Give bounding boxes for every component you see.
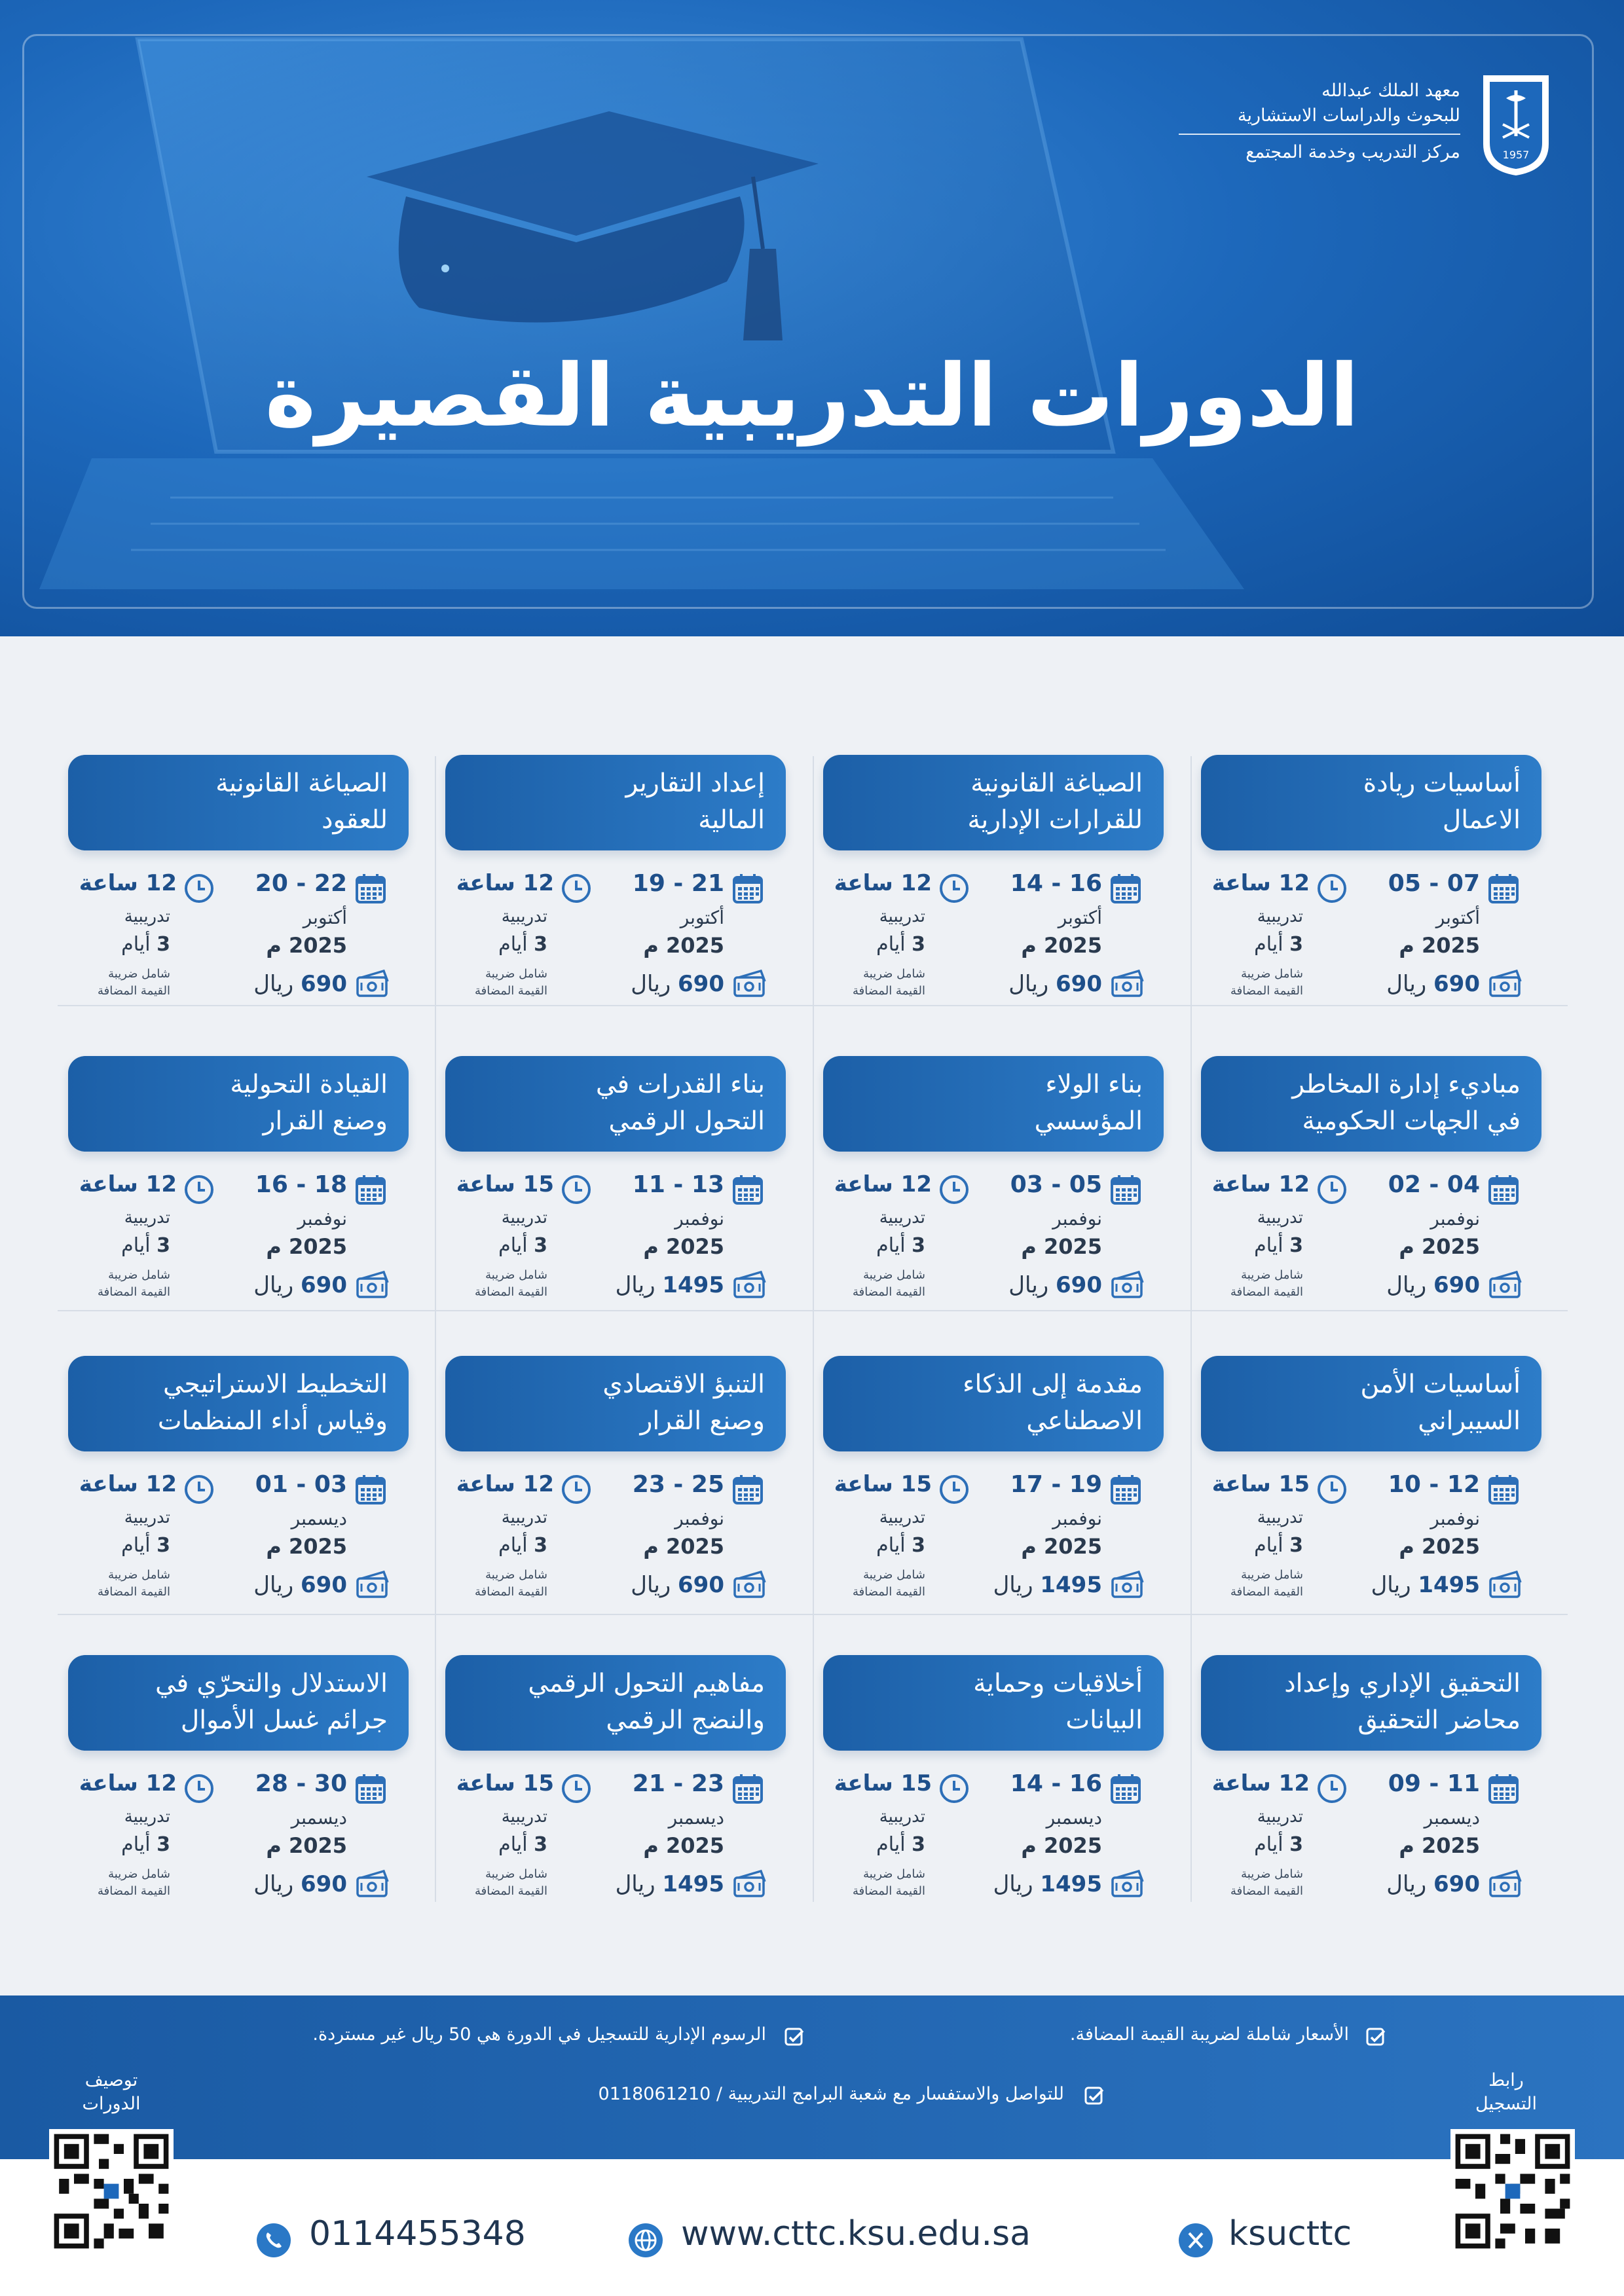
course-month: أكتوبر (1435, 907, 1480, 928)
course-price: 1495 ريال (615, 1871, 724, 1897)
hours-label: تدريبية (124, 1508, 170, 1527)
course-dates: 11 - 13 (632, 1171, 724, 1198)
clock-icon (1316, 1174, 1348, 1205)
course-card (814, 1044, 1196, 1342)
course-month: نوفمبر (1052, 1508, 1102, 1529)
course-days: 3 أيام (1254, 933, 1303, 956)
registration-qr-code[interactable] (1450, 2129, 1575, 2253)
qr-description-label: توصيف الدورات (82, 2070, 141, 2114)
money-icon (1110, 1269, 1145, 1300)
hours-label: تدريبية (124, 1208, 170, 1228)
course-hours: 12 ساعة (79, 1770, 177, 1796)
hours-label: تدريبية (124, 1807, 170, 1827)
course-title: أخلاقيات وحماية البيانات (823, 1655, 1164, 1751)
money-icon (1110, 1868, 1145, 1899)
qr-registration-label: رابط التسجيل (1475, 2070, 1537, 2114)
course-price: 690 ريال (1386, 1272, 1480, 1298)
course-days: 3 أيام (876, 1534, 925, 1557)
course-dates: 17 - 19 (1010, 1471, 1102, 1498)
vat-note: شامل ضريبة القيمة المضافة (97, 1268, 170, 1299)
course-hours: 15 ساعة (834, 1770, 932, 1796)
hours-label: تدريبية (501, 1208, 547, 1228)
calendar-icon (1110, 1773, 1141, 1804)
course-days: 3 أيام (121, 1833, 170, 1856)
vat-note: شامل ضريبة القيمة المضافة (1230, 1867, 1303, 1898)
course-title: القيادة التحولية وصنع القرار (68, 1056, 409, 1152)
course-title: بناء الولاء المؤسسي (823, 1056, 1164, 1152)
calendar-icon (355, 1474, 386, 1505)
course-dates: 01 - 03 (255, 1471, 347, 1498)
course-month: نوفمبر (1430, 1508, 1480, 1529)
course-card (814, 1643, 1196, 1941)
clock-icon (1316, 1773, 1348, 1804)
clock-icon (938, 1773, 970, 1804)
course-dates: 14 - 16 (1010, 1770, 1102, 1797)
course-title: الاستدلال والتحرّي في جرائم غسل الأموال (68, 1655, 409, 1751)
course-title: أساسيات ريادة الاعمال (1201, 755, 1541, 850)
institute-subtitle: للبحوث والدراسات الاستشارية (1237, 105, 1460, 126)
course-price: 1495 ريال (993, 1871, 1102, 1897)
course-price: 690 ريال (1386, 971, 1480, 997)
course-hours: 15 ساعة (1211, 1471, 1310, 1497)
course-month: نوفمبر (674, 1208, 724, 1230)
course-card (59, 1344, 441, 1642)
footer-notes-band (0, 1995, 1624, 2159)
course-dates: 05 - 07 (1388, 870, 1480, 897)
money-icon (732, 1569, 767, 1599)
course-days: 3 أيام (498, 1833, 547, 1856)
course-card (1192, 1344, 1574, 1642)
course-title: الصياغة القانونية للعقود (68, 755, 409, 850)
check-icon (1084, 2086, 1104, 2106)
calendar-icon (1110, 1174, 1141, 1205)
course-title: مباديء إدارة المخاطر في الجهات الحكومية (1201, 1056, 1541, 1152)
clock-icon (1316, 1474, 1348, 1505)
clock-icon (561, 873, 592, 904)
money-icon (732, 1269, 767, 1300)
vat-note: شامل ضريبة القيمة المضافة (474, 967, 547, 998)
course-days: 3 أيام (1254, 1534, 1303, 1557)
course-description-qr-code[interactable] (49, 2129, 174, 2253)
institute-name: معهد الملك عبدالله (1321, 81, 1460, 101)
money-icon (1488, 968, 1523, 998)
hours-label: تدريبية (501, 1508, 547, 1527)
course-month: نوفمبر (297, 1208, 347, 1230)
course-card (1192, 1643, 1574, 1941)
money-icon (355, 1868, 390, 1899)
note-contact: للتواصل والاستفسار مع شعبة البرامج التدريبية / 0118061210 (598, 2084, 1064, 2104)
course-title: بناء القدرات في التحول الرقمي (445, 1056, 786, 1152)
course-days: 3 أيام (498, 1234, 547, 1257)
course-year: 2025 م (1399, 1833, 1480, 1858)
course-year: 2025 م (1021, 1534, 1102, 1559)
course-hours: 12 ساعة (1211, 1171, 1310, 1197)
course-year: 2025 م (643, 1833, 724, 1858)
course-card (1192, 1044, 1574, 1342)
vat-note: شامل ضريبة القيمة المضافة (97, 1568, 170, 1599)
course-month: أكتوبر (303, 907, 347, 928)
hours-label: تدريبية (879, 1807, 925, 1827)
vat-note: شامل ضريبة القيمة المضافة (474, 1268, 547, 1299)
vat-note: شامل ضريبة القيمة المضافة (474, 1568, 547, 1599)
center-name: مركز التدريب وخدمة المجتمع (1246, 142, 1460, 162)
course-hours: 12 ساعة (1211, 1770, 1310, 1796)
course-month: نوفمبر (674, 1508, 724, 1529)
money-icon (1110, 1569, 1145, 1599)
course-card (59, 1044, 441, 1342)
calendar-icon (1110, 1474, 1141, 1505)
course-days: 3 أيام (498, 933, 547, 956)
course-month: ديسمبر (668, 1807, 724, 1829)
calendar-icon (1488, 1174, 1519, 1205)
course-year: 2025 م (643, 933, 724, 958)
clock-icon (183, 1174, 215, 1205)
course-price: 690 ريال (253, 1871, 347, 1897)
page-title: الدورات التدريبية القصيرة (265, 346, 1359, 446)
course-hours: 12 ساعة (79, 1471, 177, 1497)
course-year: 2025 م (266, 933, 347, 958)
hours-label: تدريبية (1257, 907, 1303, 926)
money-icon (732, 1868, 767, 1899)
course-hours: 15 ساعة (456, 1770, 554, 1796)
clock-icon (938, 1474, 970, 1505)
course-year: 2025 م (266, 1234, 347, 1259)
vat-note: شامل ضريبة القيمة المضافة (1230, 1268, 1303, 1299)
course-title: مفاهيم التحول الرقمي والنضج الرقمي (445, 1655, 786, 1751)
course-card (436, 1643, 818, 1941)
course-price: 690 ريال (631, 971, 724, 997)
course-hours: 15 ساعة (456, 1171, 554, 1197)
hours-label: تدريبية (879, 907, 925, 926)
hours-label: تدريبية (879, 1508, 925, 1527)
course-month: ديسمبر (291, 1508, 347, 1529)
course-days: 3 أيام (876, 1833, 925, 1856)
course-card (1192, 743, 1574, 1041)
course-hours: 12 ساعة (834, 870, 932, 896)
vat-note: شامل ضريبة القيمة المضافة (1230, 1568, 1303, 1599)
money-icon (355, 1269, 390, 1300)
hours-label: تدريبية (501, 1807, 547, 1827)
hours-label: تدريبية (1257, 1208, 1303, 1228)
course-days: 3 أيام (121, 1534, 170, 1557)
calendar-icon (732, 1773, 764, 1804)
money-icon (1488, 1868, 1523, 1899)
course-title: التخطيط الاستراتيجي وقياس أداء المنظمات (68, 1356, 409, 1451)
course-title: التنبؤ الاقتصادي وصنع القرار (445, 1356, 786, 1451)
money-icon (1110, 968, 1145, 998)
course-days: 3 أيام (876, 933, 925, 956)
course-year: 2025 م (1399, 1234, 1480, 1259)
course-price: 690 ريال (1008, 1272, 1102, 1298)
course-month: ديسمبر (291, 1807, 347, 1829)
course-price: 690 ريال (253, 971, 347, 997)
website-link[interactable]: www.cttc.ksu.edu.sa (681, 2214, 1031, 2253)
calendar-icon (355, 1174, 386, 1205)
course-year: 2025 م (266, 1534, 347, 1559)
hours-label: تدريبية (1257, 1807, 1303, 1827)
x-twitter-icon[interactable] (1177, 2222, 1214, 2259)
vat-note: شامل ضريبة القيمة المضافة (97, 967, 170, 998)
course-hours: 12 ساعة (79, 1171, 177, 1197)
clock-icon (938, 1174, 970, 1205)
clock-icon (561, 1474, 592, 1505)
calendar-icon (732, 873, 764, 904)
course-year: 2025 م (1399, 933, 1480, 958)
course-dates: 28 - 30 (255, 1770, 347, 1797)
clock-icon (938, 873, 970, 904)
calendar-icon (1110, 873, 1141, 904)
course-hours: 12 ساعة (456, 870, 554, 896)
vat-note: شامل ضريبة القيمة المضافة (474, 1867, 547, 1898)
course-dates: 16 - 18 (255, 1171, 347, 1198)
hours-label: تدريبية (879, 1208, 925, 1228)
clock-icon (183, 1474, 215, 1505)
note-vat: الأسعار شاملة لضريبة القيمة المضافة. (1069, 2024, 1349, 2045)
calendar-icon (355, 873, 386, 904)
course-days: 3 أيام (498, 1534, 547, 1557)
hours-label: تدريبية (501, 907, 547, 926)
money-icon (1488, 1269, 1523, 1300)
calendar-icon (1488, 1474, 1519, 1505)
clock-icon (183, 873, 215, 904)
vat-note: شامل ضريبة القيمة المضافة (852, 967, 925, 998)
course-days: 3 أيام (121, 933, 170, 956)
course-year: 2025 م (1399, 1534, 1480, 1559)
course-hours: 15 ساعة (834, 1471, 932, 1497)
course-dates: 19 - 21 (632, 870, 724, 897)
course-month: نوفمبر (1430, 1208, 1480, 1230)
course-price: 1495 ريال (993, 1572, 1102, 1598)
phone-icon[interactable] (255, 2222, 292, 2259)
course-year: 2025 م (1021, 1833, 1102, 1858)
vat-note: شامل ضريبة القيمة المضافة (97, 1867, 170, 1898)
calendar-icon (1488, 873, 1519, 904)
money-icon (1488, 1569, 1523, 1599)
calendar-icon (1488, 1773, 1519, 1804)
course-title: أساسيات الأمن السيبراني (1201, 1356, 1541, 1451)
course-dates: 14 - 16 (1010, 870, 1102, 897)
course-days: 3 أيام (876, 1234, 925, 1257)
vat-note: شامل ضريبة القيمة المضافة (852, 1268, 925, 1299)
logo-divider (1179, 134, 1460, 135)
phone-number[interactable]: 0114455348 (309, 2214, 526, 2253)
course-dates: 03 - 05 (1010, 1171, 1102, 1198)
course-title: التحقيق الإداري وإعداد محاضر التحقيق (1201, 1655, 1541, 1751)
vat-note: شامل ضريبة القيمة المضافة (852, 1568, 925, 1599)
check-icon (1366, 2028, 1386, 2047)
vat-note: شامل ضريبة القيمة المضافة (852, 1867, 925, 1898)
course-hours: 12 ساعة (79, 870, 177, 896)
course-dates: 02 - 04 (1388, 1171, 1480, 1198)
svg-text:1957: 1957 (1502, 149, 1530, 161)
money-icon (732, 968, 767, 998)
course-price: 1495 ريال (615, 1272, 724, 1298)
hours-label: تدريبية (124, 907, 170, 926)
course-month: أكتوبر (1058, 907, 1102, 928)
course-dates: 10 - 12 (1388, 1471, 1480, 1498)
course-month: ديسمبر (1424, 1807, 1480, 1829)
course-year: 2025 م (1021, 933, 1102, 958)
course-title: الصياغة القانونية للقرارات الإدارية (823, 755, 1164, 850)
course-days: 3 أيام (1254, 1234, 1303, 1257)
clock-icon (183, 1773, 215, 1804)
clock-icon (561, 1174, 592, 1205)
money-icon (355, 1569, 390, 1599)
course-year: 2025 م (643, 1234, 724, 1259)
course-month: أكتوبر (680, 907, 724, 928)
globe-icon[interactable] (627, 2222, 664, 2259)
note-admin-fee: الرسوم الإدارية للتسجيل في الدورة هي 50 ريال غير مستردة. (312, 2024, 766, 2045)
clock-icon (1316, 873, 1348, 904)
course-dates: 21 - 23 (632, 1770, 724, 1797)
course-price: 690 ريال (253, 1572, 347, 1598)
calendar-icon (732, 1174, 764, 1205)
course-days: 3 أيام (121, 1234, 170, 1257)
course-hours: 12 ساعة (1211, 870, 1310, 896)
course-price: 690 ريال (631, 1572, 724, 1598)
course-hours: 12 ساعة (456, 1471, 554, 1497)
course-price: 1495 ريال (1371, 1572, 1480, 1598)
course-month: ديسمبر (1046, 1807, 1102, 1829)
course-price: 690 ريال (1008, 971, 1102, 997)
course-card (814, 743, 1196, 1041)
course-dates: 09 - 11 (1388, 1770, 1480, 1797)
money-icon (355, 968, 390, 998)
course-title: إعداد التقارير المالية (445, 755, 786, 850)
calendar-icon (355, 1773, 386, 1804)
hours-label: تدريبية (1257, 1508, 1303, 1527)
course-year: 2025 م (643, 1534, 724, 1559)
course-hours: 12 ساعة (834, 1171, 932, 1197)
clock-icon (561, 1773, 592, 1804)
course-card (814, 1344, 1196, 1642)
vat-note: شامل ضريبة القيمة المضافة (1230, 967, 1303, 998)
course-dates: 23 - 25 (632, 1471, 724, 1498)
course-month: نوفمبر (1052, 1208, 1102, 1230)
course-card (436, 743, 818, 1041)
course-card (59, 1643, 441, 1941)
course-grid (58, 743, 1568, 1915)
ksu-emblem-icon (1480, 72, 1552, 177)
social-handle-link[interactable]: ksucttc (1228, 2214, 1352, 2253)
header-banner (0, 0, 1624, 636)
calendar-icon (732, 1474, 764, 1505)
check-icon (784, 2028, 804, 2047)
course-dates: 20 - 22 (255, 870, 347, 897)
course-price: 690 ريال (253, 1272, 347, 1298)
institute-logo (1159, 72, 1552, 183)
course-title: مقدمة إلى الذكاء الاصطناعي (823, 1356, 1164, 1451)
course-days: 3 أيام (1254, 1833, 1303, 1856)
course-year: 2025 م (266, 1833, 347, 1858)
course-card (436, 1044, 818, 1342)
course-card (59, 743, 441, 1041)
course-card (436, 1344, 818, 1642)
course-year: 2025 م (1021, 1234, 1102, 1259)
course-price: 690 ريال (1386, 1871, 1480, 1897)
